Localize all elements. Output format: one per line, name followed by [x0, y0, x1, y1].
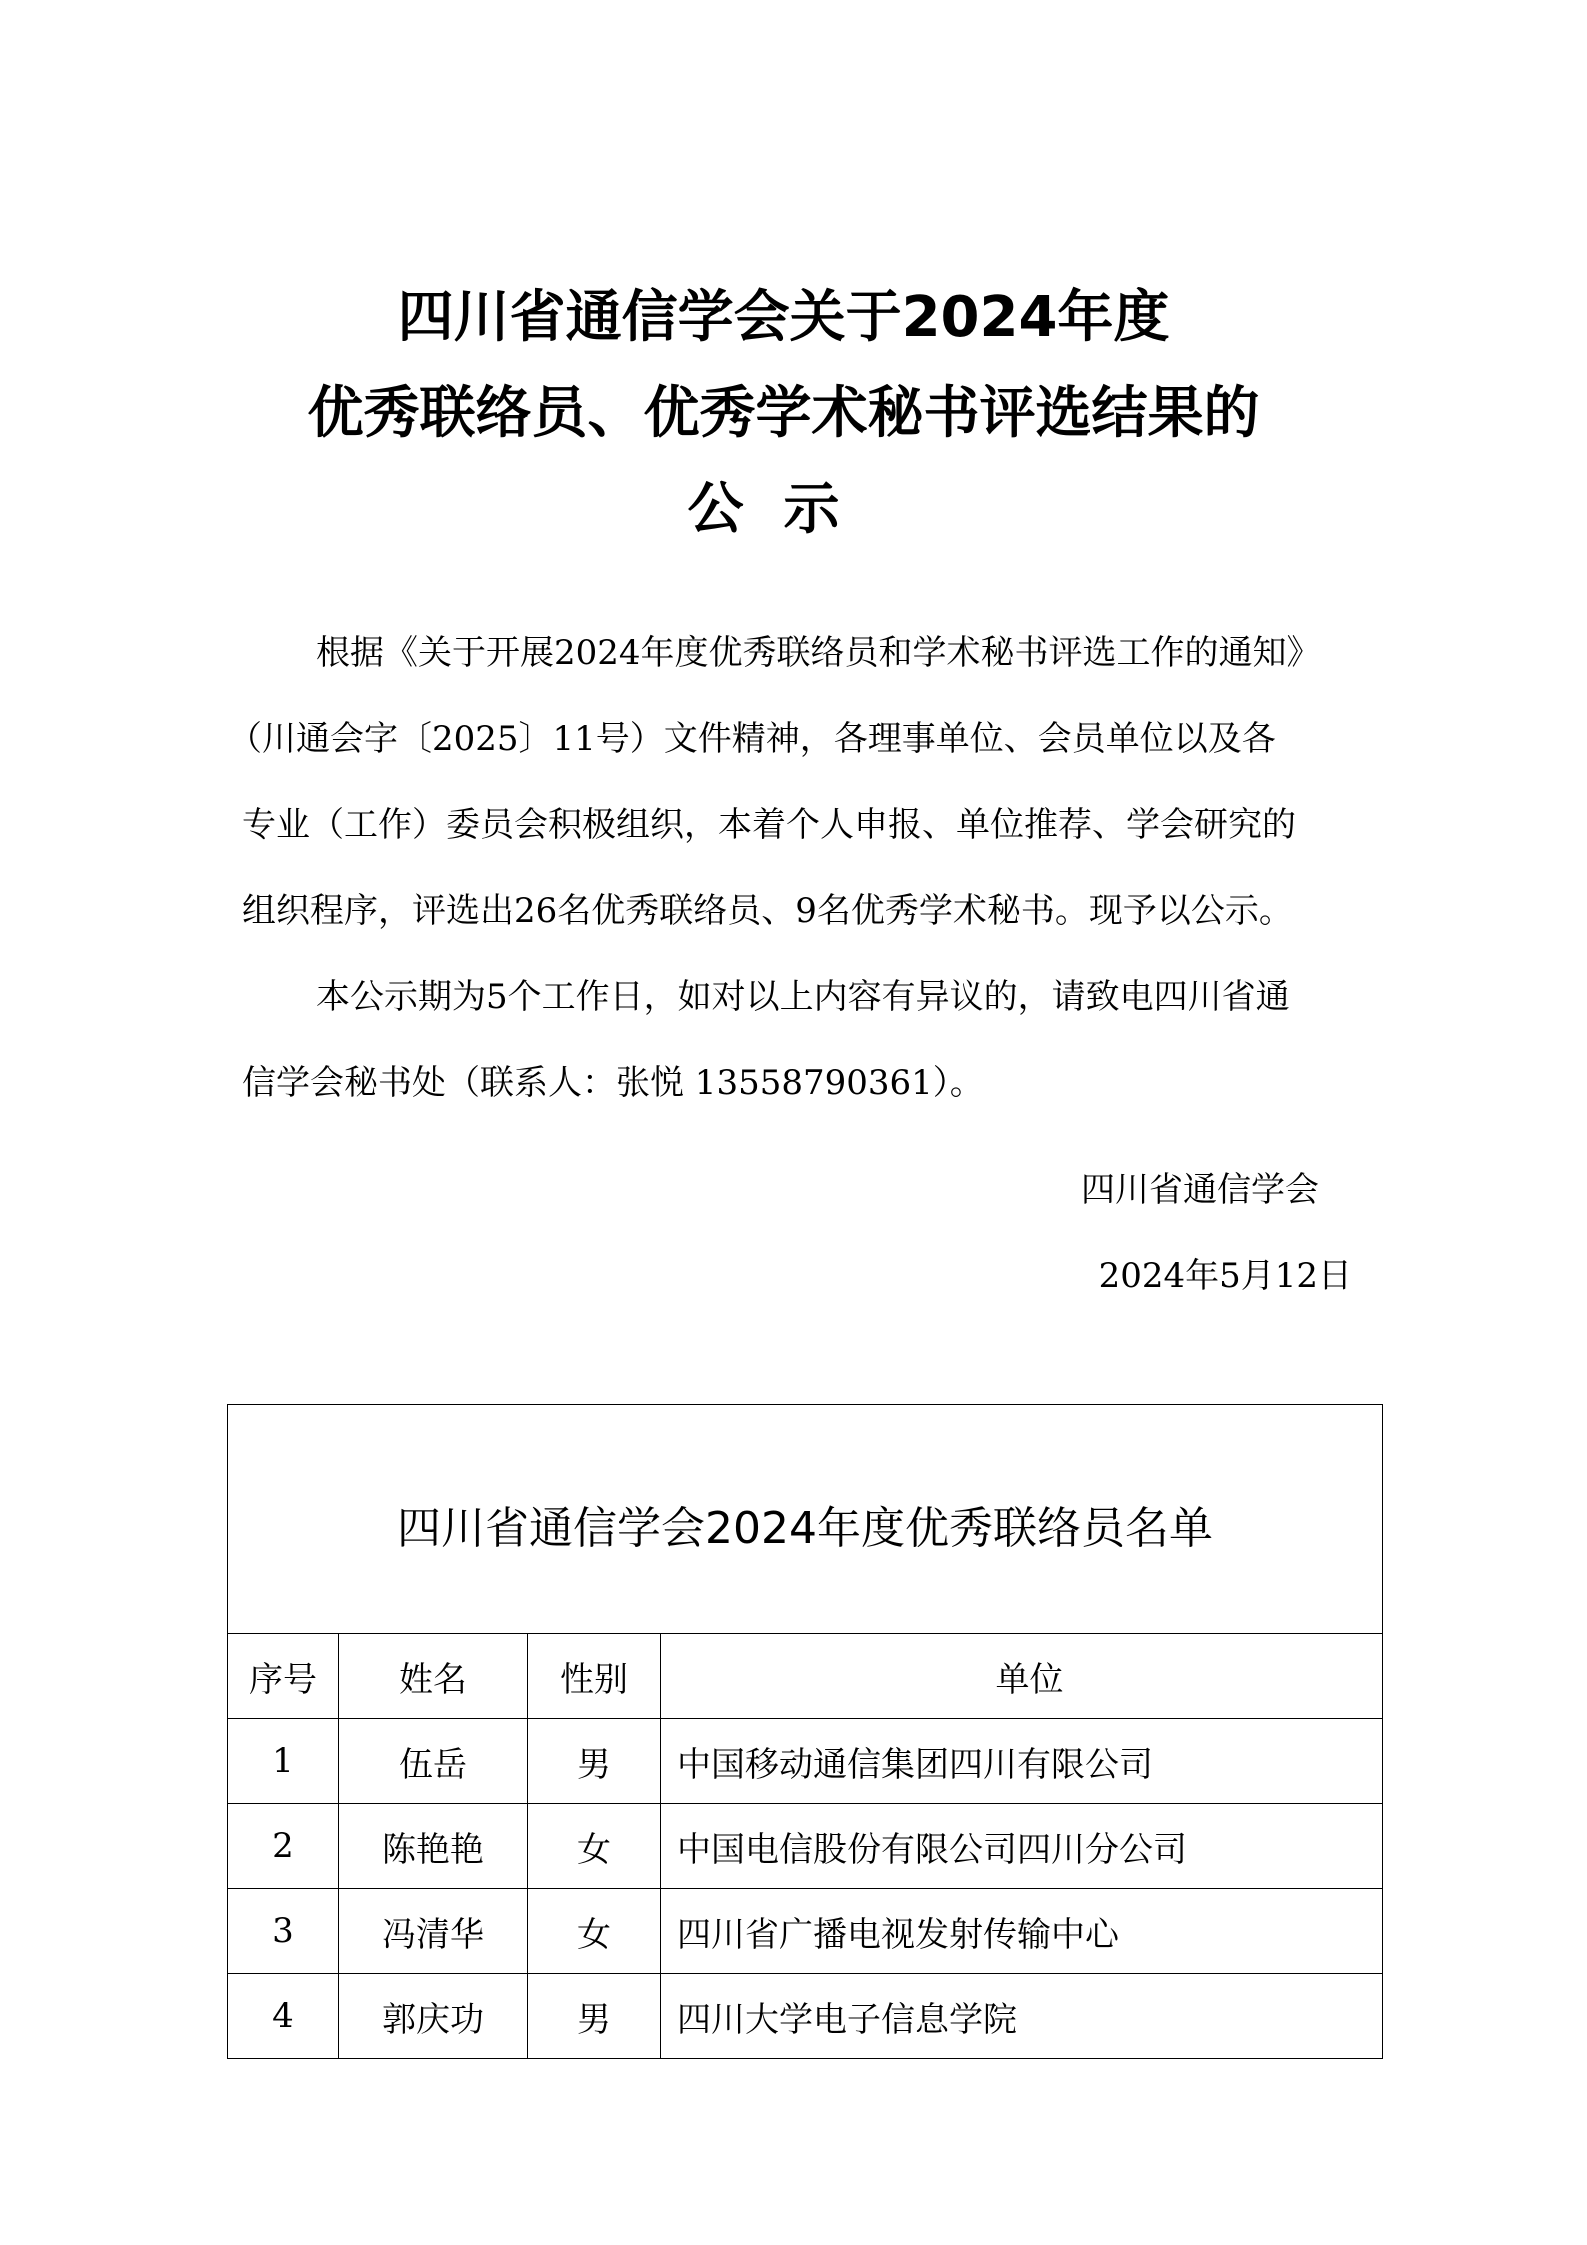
table-caption: 四川省通信学会2024年度优秀联络员名单 [228, 1405, 1383, 1634]
cell-unit: 中国移动通信集团四川有限公司 [661, 1719, 1383, 1804]
cell-number: 3 [228, 1889, 339, 1974]
cell-name: 冯清华 [339, 1889, 528, 1974]
table-row [228, 1974, 1383, 2059]
signature-date: 2024年5月12日 [1098, 1256, 1352, 1296]
document-title [0, 270, 1577, 558]
paragraph-line: 本公示期为5个工作日，如对以上内容有异议的，请致电四川省通 [316, 977, 1290, 1017]
cell-number: 1 [228, 1719, 339, 1804]
paragraph-line: 根据《关于开展2024年度优秀联络员和学术秘书评选工作的通知》 [316, 633, 1321, 673]
table-row [228, 1719, 1383, 1804]
header-unit: 单位 [661, 1634, 1383, 1719]
header-gender: 性别 [528, 1634, 661, 1719]
signature-organization: 四川省通信学会 [1081, 1170, 1319, 1210]
cell-gender: 女 [528, 1804, 661, 1889]
table-row [228, 1889, 1383, 1974]
table-caption-row [228, 1405, 1383, 1634]
cell-unit: 中国电信股份有限公司四川分公司 [661, 1804, 1383, 1889]
paragraph-line: 专业（工作）委员会积极组织，本着个人申报、单位推荐、学会研究的 [242, 805, 1296, 845]
cell-number: 2 [228, 1804, 339, 1889]
title-line-2: 优秀联络员、优秀学术秘书评选结果的 [307, 381, 1260, 446]
cell-name: 郭庆功 [339, 1974, 528, 2059]
cell-unit: 四川大学电子信息学院 [661, 1974, 1383, 2059]
table-header-row [228, 1634, 1383, 1719]
cell-gender: 女 [528, 1889, 661, 1974]
paragraph-line: 组织程序，评选出26名优秀联络员、9名优秀学术秘书。现予以公示。 [242, 891, 1293, 931]
paragraph-basis [228, 610, 1350, 954]
liaison-list-table [227, 1404, 1383, 2059]
cell-name: 伍岳 [339, 1719, 528, 1804]
title-line-3: 公示 [687, 477, 880, 542]
cell-unit: 四川省广播电视发射传输中心 [661, 1889, 1383, 1974]
cell-gender: 男 [528, 1974, 661, 2059]
title-line-1: 四川省通信学会关于2024年度 [397, 285, 1170, 350]
paragraph-notice-period [242, 954, 1350, 1126]
header-name: 姓名 [339, 1634, 528, 1719]
paragraph-line: 信学会秘书处（联系人：张悦 13558790361）。 [242, 1063, 984, 1103]
cell-name: 陈艳艳 [339, 1804, 528, 1889]
header-number: 序号 [228, 1634, 339, 1719]
cell-number: 4 [228, 1974, 339, 2059]
cell-gender: 男 [528, 1719, 661, 1804]
table-row [228, 1804, 1383, 1889]
paragraph-line: （川通会字〔2025〕11号）文件精神，各理事单位、会员单位以及各 [228, 719, 1276, 759]
